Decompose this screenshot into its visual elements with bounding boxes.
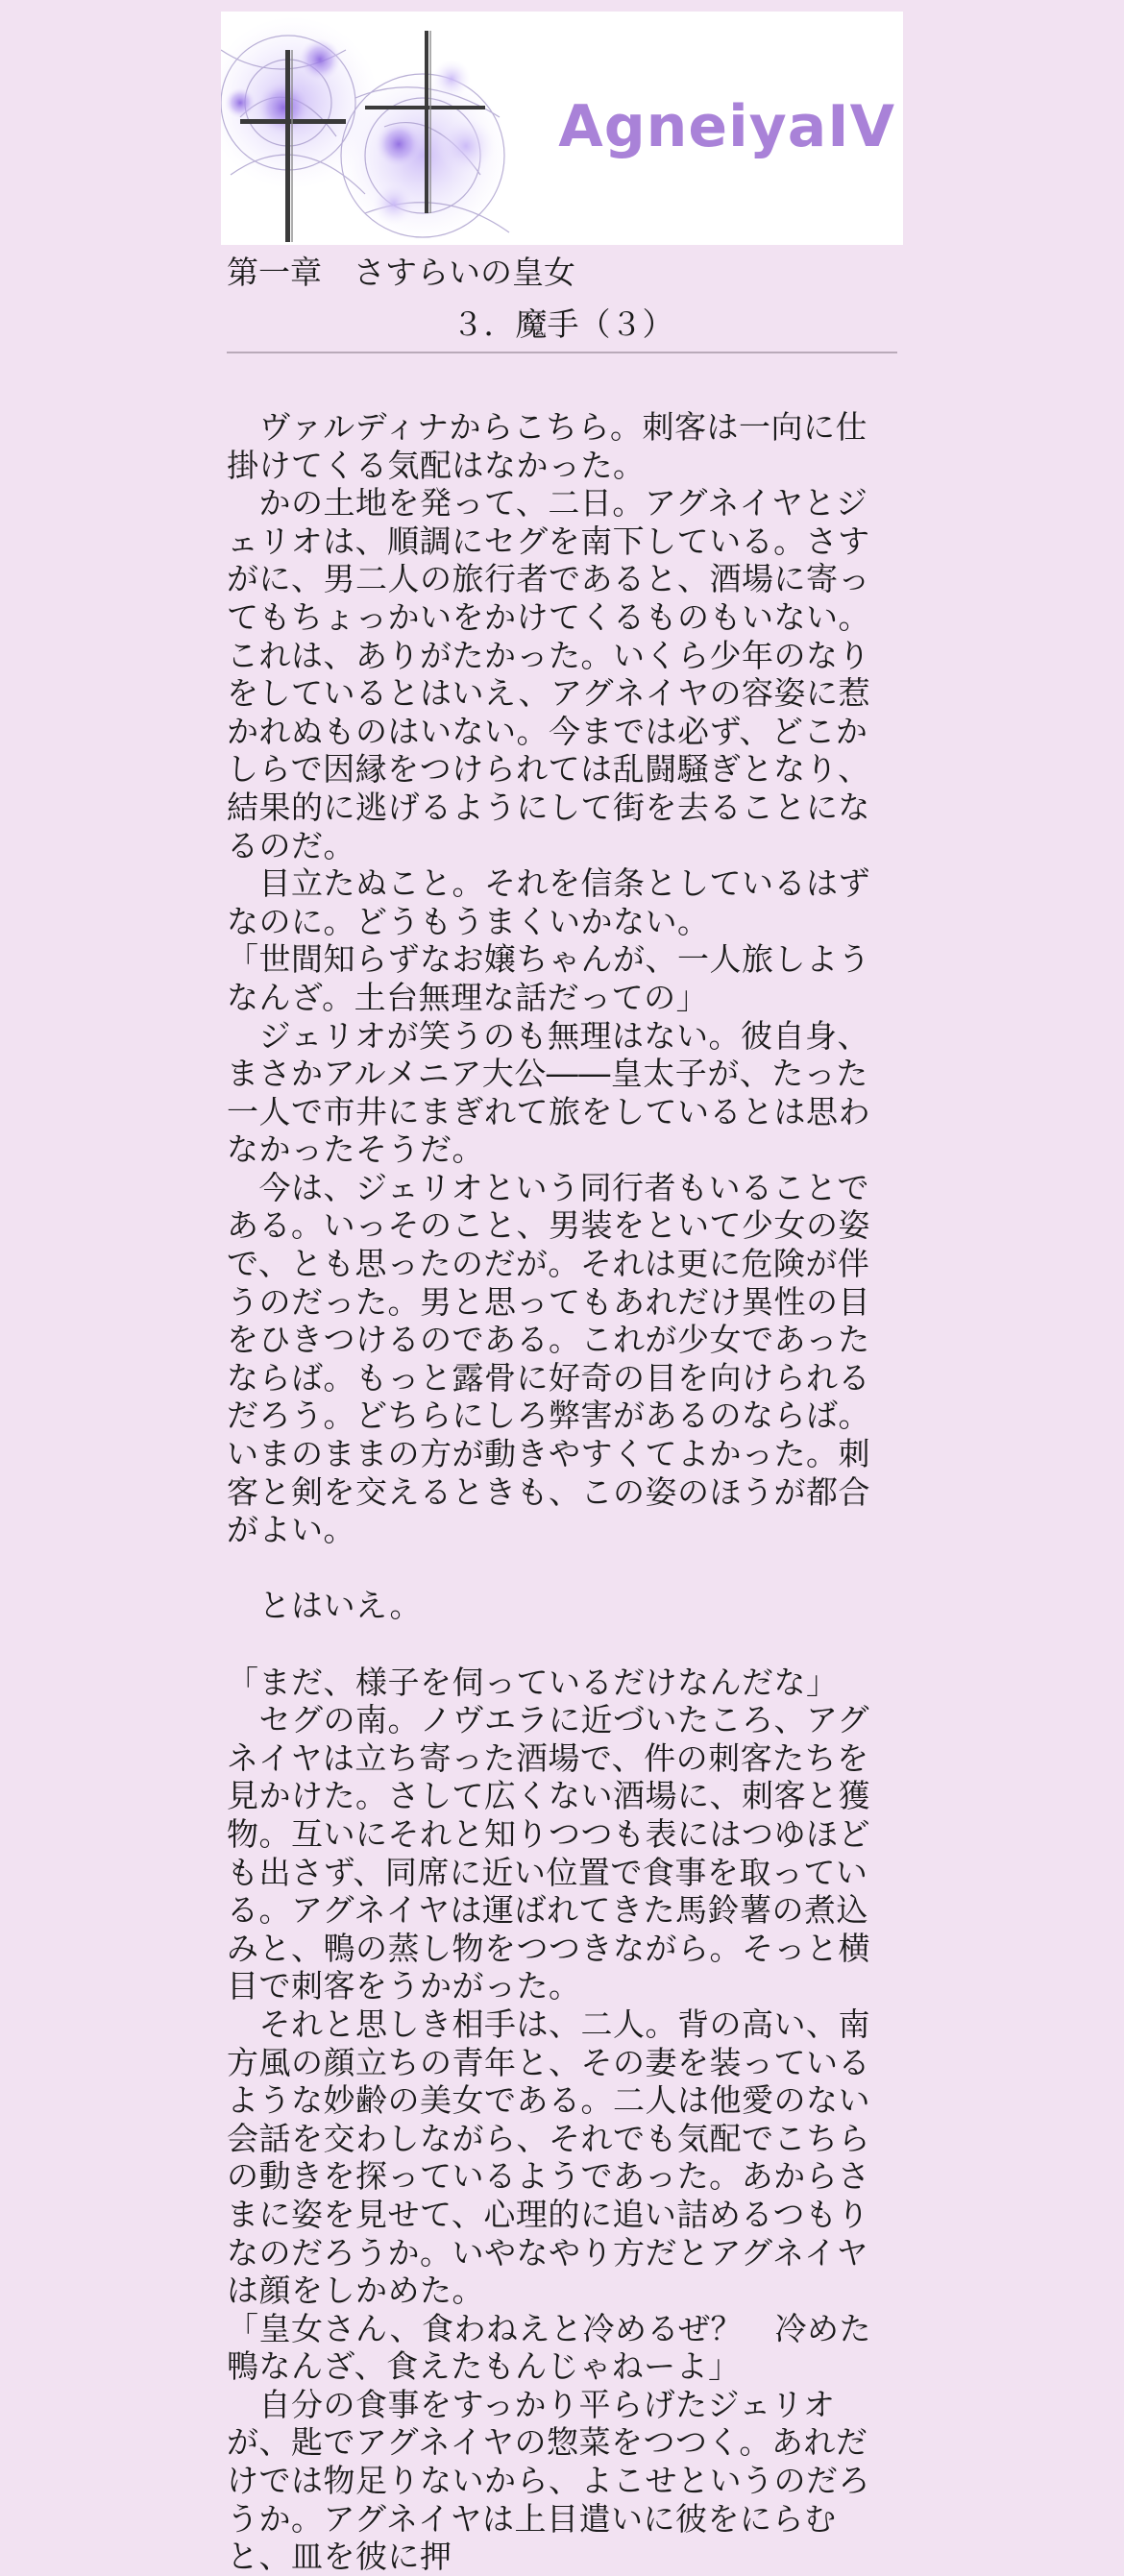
heading-divider [227, 352, 897, 353]
paragraph: 目立たぬこと。それを信条としているはずなのに。どうもうまくいかない。 [227, 864, 870, 940]
paragraph: かの土地を発って、二日。アグネイヤとジェリオは、順調にセグを南下している。さすがに、男二人の旅行者であると、酒場に寄ってもちょっかいをかけてくるものもいない。これは、ありがたかった。いくら少年のなりをしているとはいえ、アグネイヤの容姿に惹かれぬものはいない。今までは必ず、どこかしらで因縁をつけられては乱闘騒ぎとなり、結果的に逃げるようにして街を去ることになるのだ。 [227, 484, 870, 864]
paragraph: とはいえ。 [227, 1587, 422, 1625]
paragraph: 「世間知らずなお嬢ちゃんが、一人旅しようなんざ。土台無理な話だっての」 [227, 940, 870, 1016]
paragraph: 「まだ、様子を伺っているだけなんだな」 [227, 1663, 839, 1701]
paragraph: ヴァルディナからこちら。刺客は一向に仕掛けてくる気配はなかった。 [227, 408, 868, 484]
flower-cross-illustration [221, 12, 567, 245]
story-body [227, 408, 899, 2576]
paragraph: ジェリオが笑うのも無理はない。彼自身、まさかアルメニア大公――皇太子が、たった一人で市井にまぎれて旅をしているとは思わなかったそうだ。 [227, 1016, 870, 1169]
banner-title: AgneiyaIV [558, 93, 895, 160]
paragraph: 今は、ジェリオという同行者もいることである。いっそのこと、男装をといて少女の姿で、とも思ったのだが。それは更に危険が伴うのだった。男と思ってもあれだけ異性の目をひきつけるのである。これが少女であったならば。もっと露骨に好奇の目を向けられるだろう。どちらにしろ弊害があるのならば。いまのままの方が動きやすくてよかった。刺客と剣を交えるときも、この姿のほうが都合がよい。 [227, 1168, 870, 1549]
paragraph: それと思しき相手は、二人。背の高い、南方風の顔立ちの青年と、その妻を装っているような妙齢の美女である。二人は他愛のない会話を交わしながら、それでも気配でこちらの動きを探っているようであった。あからさまに姿を見せて、心理的に追い詰めるつもりなのだろうか。いやなやり方だとアグネイヤは顔をしかめた。 [227, 2005, 870, 2310]
section-title: ３．魔手（３） [452, 305, 674, 343]
blank-line [227, 1549, 899, 1588]
paragraph: 自分の食事をすっかり平らげたジェリオが、匙でアグネイヤの惣菜をつつく。あれだけでは物足りないから、よこせというのだろうか。アグネイヤは上目遣いに彼をにらむと、皿を彼に押 [227, 2385, 870, 2576]
paragraph: 「皇女さん、食わねえと冷めるぜ？ 冷めた鴨なんざ、食えたもんじゃねーよ」 [227, 2309, 871, 2386]
site-banner[interactable] [221, 12, 903, 245]
paragraph: セグの南。ノヴエラに近づいたころ、アグネイヤは立ち寄った酒場で、件の刺客たちを見かけた。さして広くない酒場に、刺客と獲物。互いにそれと知りつつも表にはつゆほども出さず、同席に近い位置で食事を取っている。アグネイヤは運ばれてきた馬鈴薯の煮込みと、鴨の蒸し物をつつきながら。そっと横目で刺客をうかがった。 [227, 1701, 870, 2005]
chapter-title: 第一章 さすらいの皇女 [227, 254, 575, 291]
blank-line [227, 1625, 899, 1664]
